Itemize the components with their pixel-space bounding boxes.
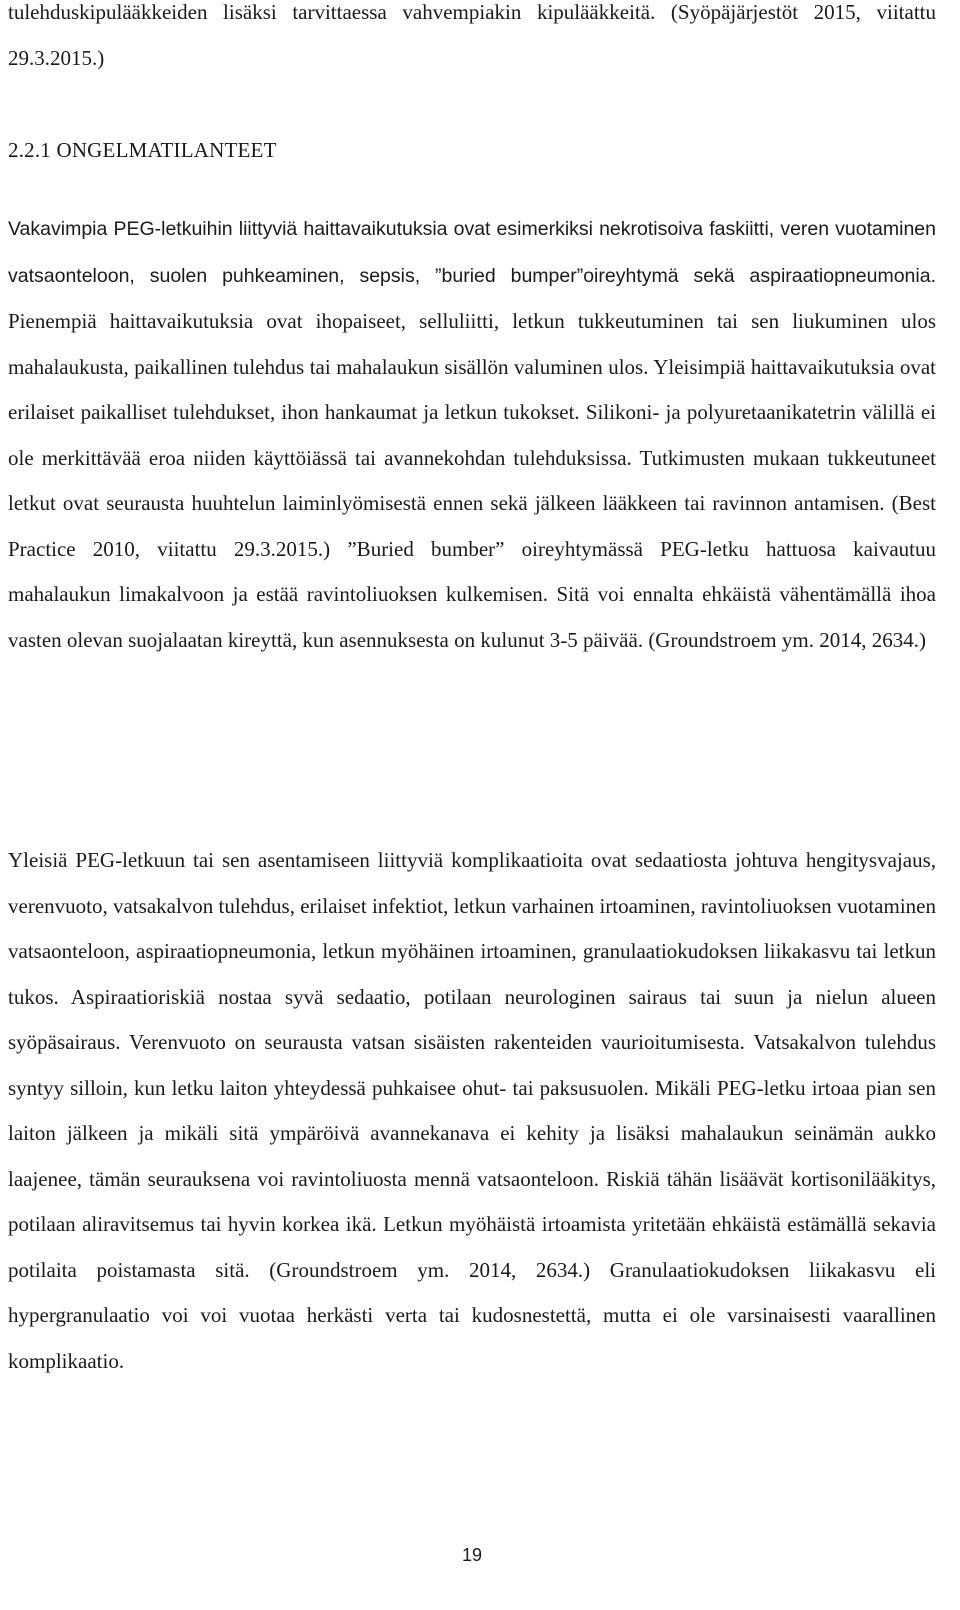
intro-paragraph: tulehduskipulääkkeiden lisäksi tarvittaessa vahvempiakin kipulääkkeitä. (Syöpäjärjestöt 2015, viitattu 29.3.2015.) (8, 0, 936, 70)
section-heading: 2.2.1 ONGELMATILANTEET (8, 138, 277, 162)
page-number: 19 (461, 1545, 483, 1565)
section-paragraph-1 (8, 206, 936, 663)
section-paragraph-2: Yleisiä PEG-letkuun tai sen asentamiseen liittyviä komplikaatioita ovat sedaatiosta johtuva hengitysvajaus, verenvuoto, vatsakalvon tulehdus, erilaiset infektiot, letkun varhainen irtoaminen, ravintoliuoksen vuotaminen vatsaonteloon, aspiraatiopneumonia, letkun myöhäinen irtoaminen, granulaatiokudoksen liikakasvu tai letkun tukos. Aspiraatioriskiä nostaa syvä sedaatio, potilaan neurologinen sairaus tai suun ja nielun alueen syöpäsairaus. Verenvuoto on seurausta vatsan sisäisten rakenteiden vaurioitumisesta. Vatsakalvon tulehdus syntyy silloin, kun letku laiton yhteydessä puhkaisee ohut- tai paksusuolen. Mikäli PEG-letku irtoaa pian sen laiton jälkeen ja mikäli sitä ympäröivä avannekanava ei kehity ja lisäksi mahalaukun seinämän aukko laajenee, tämän seurauksena voi ravintoliuosta mennä vatsaonteloon. Riskiä tähän lisäävät kortisonilääkitys, potilaan aliravitsemus tai hyvin korkea ikä. Letkun myöhäistä irtoamista yritetään ehkäistä estämällä sekavia potilaita poistamasta sitä. (Groundstroem ym. 2014, 2634.) Granulaatiokudoksen liikakasvu eli hypergranulaatio voi voi vuotaa herkästi verta tai kudosnestettä, mutta ei ole varsinaisesti vaarallinen komplikaatio. (8, 848, 936, 1373)
section-paragraph-1-part-a: Vakavimpia PEG-letkuihin liittyviä haittavaikutuksia ovat esimerkiksi nekrotisoiva faskiitti, veren vuotaminen vatsaonteloon, suolen puhkeaminen, sepsis, ”buried bumper”oireyhtymä sekä aspiraatiopneumonia. (8, 218, 936, 287)
section-paragraph-1-part-b: Pienempiä haittavaikutuksia ovat ihopaiseet, selluliitti, letkun tukkeutuminen tai sen liukuminen ulos mahalaukusta, paikallinen tulehdus tai mahalaukun sisällön valuminen ulos. Yleisimpiä haittavaikutuksia ovat erilaiset paikalliset tulehdukset, ihon hankaumat ja letkun tukokset. Silikoni- ja polyuretaanikatetrin välillä ei ole merkittävää eroa niiden käyttöiässä tai avannekohdan tulehduksissa. Tutkimusten mukaan tukkeutuneet letkut ovat seurausta huuhtelun laiminlyömisestä ennen sekä jälkeen lääkkeen tai ravinnon antamisen. (Best Practice 2010, viitattu 29.3.2015.) ”Buried bumber” oireyhtymässä PEG-letku hattuosa kaivautuu mahalaukun limakalvoon ja estää ravintoliuoksen kulkemisen. Sitä voi ennalta ehkäistä vähentämällä ihoa vasten olevan suojalaatan kireyttä, kun asennuksesta on kulunut 3-5 päivää. (Groundstroem ym. 2014, 2634.) (8, 309, 936, 652)
